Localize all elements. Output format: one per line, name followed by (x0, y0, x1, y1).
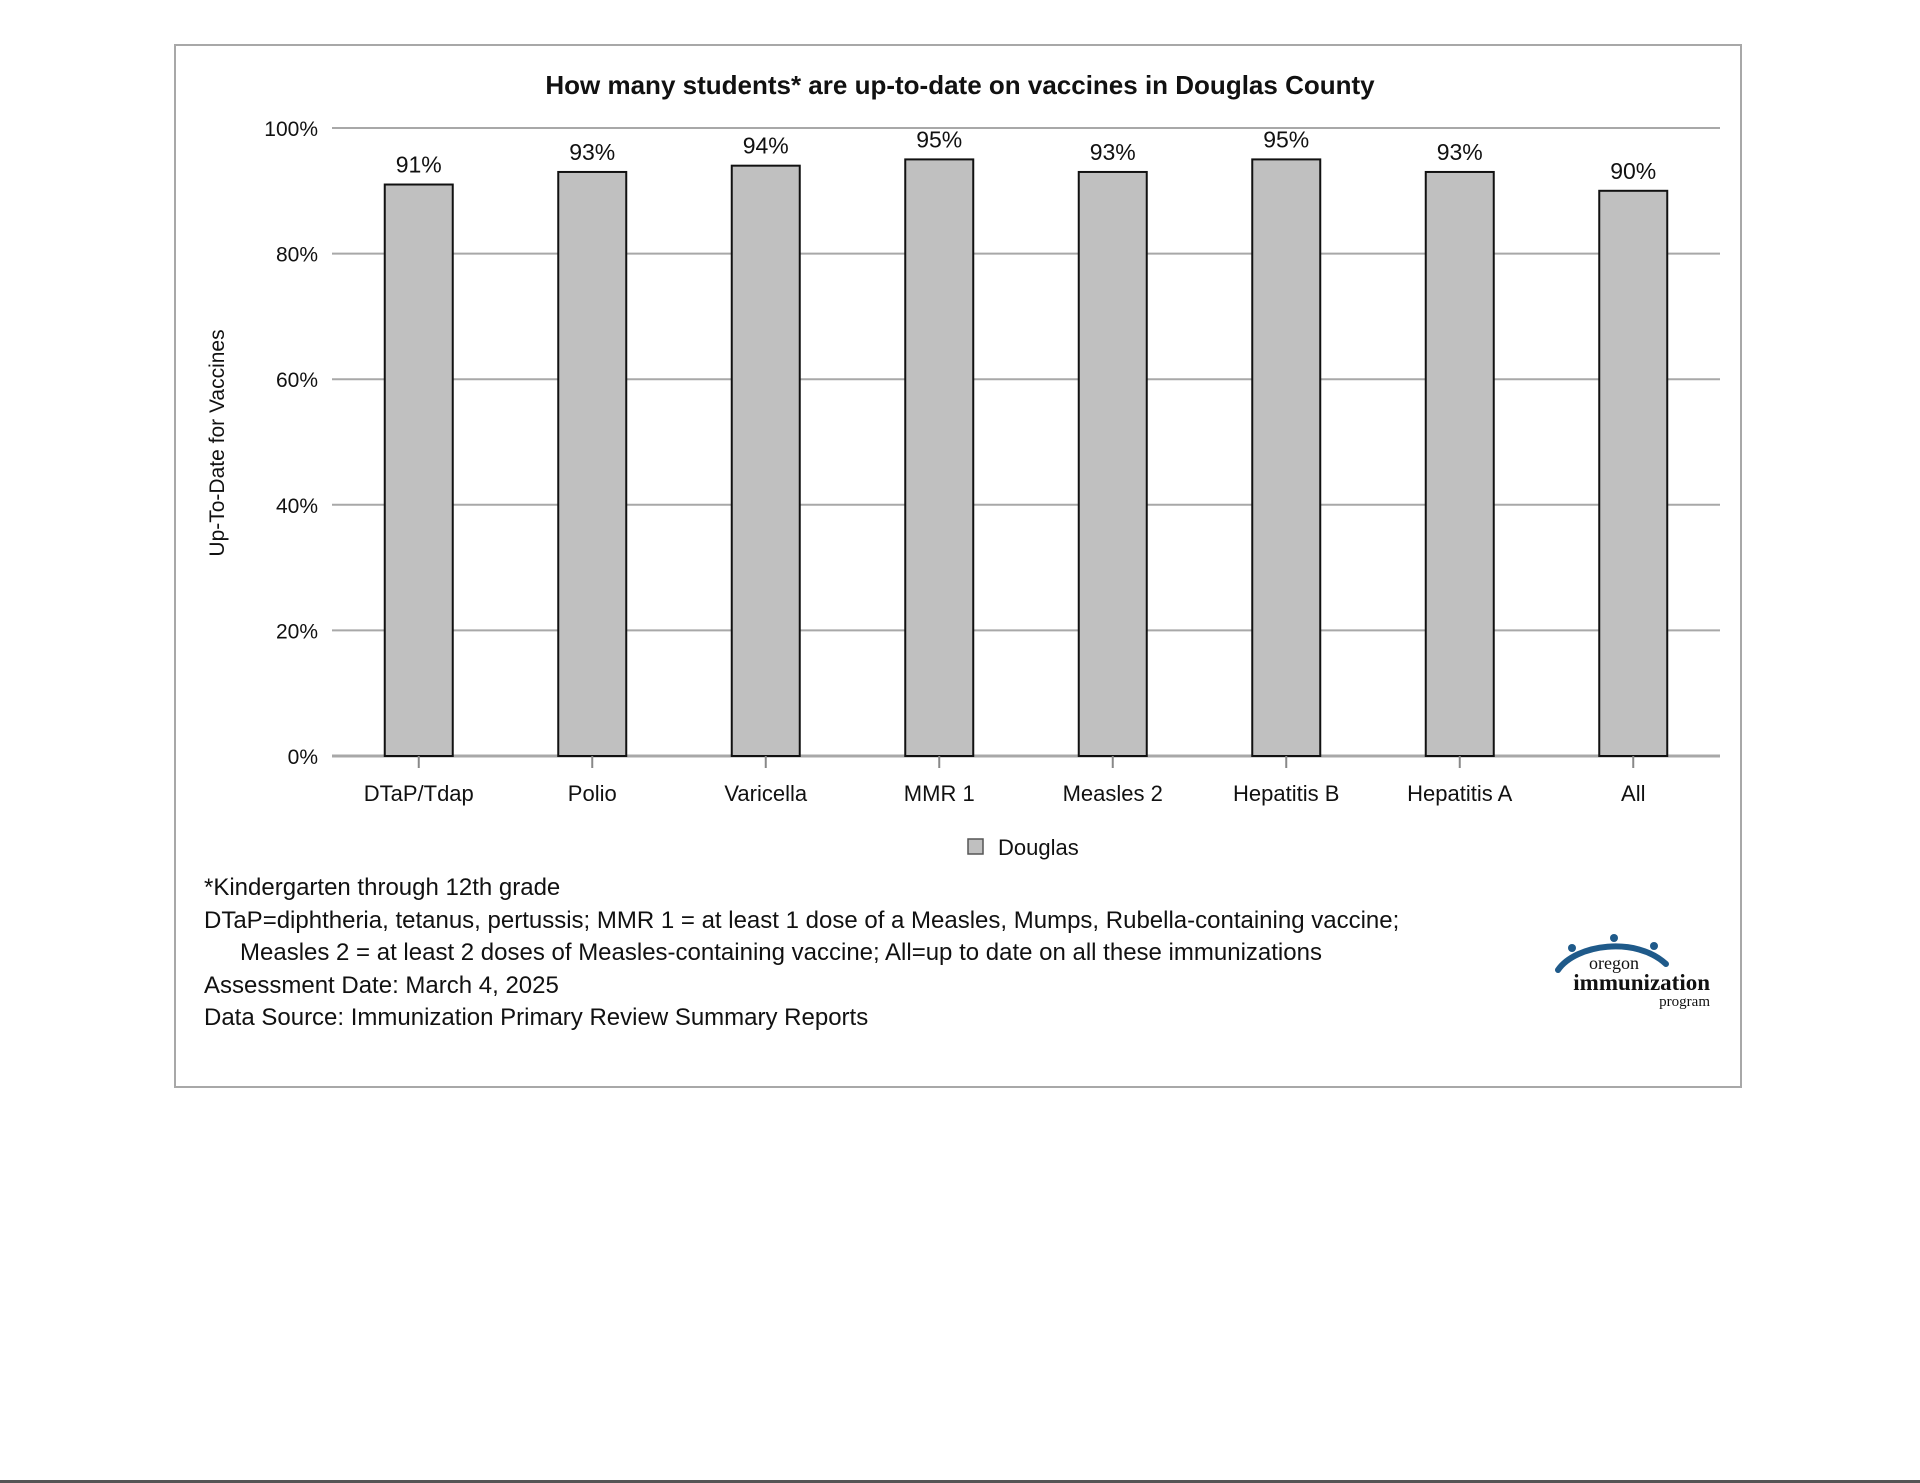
footnotes (204, 872, 1504, 1035)
bar-polio (558, 172, 626, 756)
x-tick-label: Measles 2 (1062, 781, 1163, 806)
bar-value-label: 90% (1610, 157, 1657, 184)
x-tick-label: Varicella (724, 781, 808, 806)
logo-figure-icon (1650, 942, 1658, 950)
bar-value-label: 91% (395, 151, 442, 178)
y-tick-label: 80% (275, 243, 318, 267)
legend-label-douglas: Douglas (998, 835, 1079, 860)
bar-value-label: 93% (1436, 138, 1483, 165)
footnote-abbreviations: DTaP=diphtheria, tetanus, pertussis; MMR 1 = at least 1 dose of a Measles, Mumps, Rubella-containing vaccine; (204, 906, 1400, 934)
bars (385, 126, 1668, 756)
y-axis-ticks (264, 118, 318, 769)
x-tick-label: All (1621, 781, 1646, 806)
logo-text-oregon: oregon (1589, 953, 1639, 973)
y-tick-label: 40% (275, 494, 318, 518)
x-tick-label: Hepatitis A (1407, 781, 1513, 806)
footnote-grade-range: *Kindergarten through 12th grade (204, 874, 561, 901)
y-tick-label: 60% (275, 369, 318, 393)
bar-all (1599, 191, 1667, 756)
gridlines (332, 128, 1720, 756)
bar-hepatitis-a (1426, 172, 1494, 756)
y-tick-label: 0% (287, 746, 318, 769)
bar-hepatitis-b (1252, 159, 1320, 756)
footnote-assessment-date: Assessment Date: March 4, 2025 (204, 971, 559, 999)
logo-text-immunization: immunization (1573, 970, 1710, 995)
chart-title: How many students* are up-to-date on vaccines in Douglas County (545, 70, 1375, 100)
bar-mmr-1 (905, 159, 973, 756)
y-tick-label: 100% (264, 118, 318, 141)
y-tick-label: 20% (275, 620, 318, 644)
bar-value-label: 95% (916, 126, 963, 153)
bar-measles-2 (1079, 172, 1147, 756)
x-tick-label: MMR 1 (903, 781, 975, 806)
legend-swatch-douglas (968, 839, 983, 854)
logo-figure-icon (1568, 944, 1576, 952)
logo-figure-icon (1610, 934, 1618, 942)
bar-value-label: 95% (1263, 126, 1310, 153)
footnote-abbreviations-continued: Measles 2 = at least 2 doses of Measles-containing vaccine; All=up to date on all these immunizations (240, 939, 1322, 966)
bar-value-label: 93% (1089, 138, 1136, 165)
legend (968, 835, 1079, 860)
bar-value-label: 93% (569, 138, 616, 165)
bar-dtap-tdap (385, 185, 453, 756)
logo-text-program: program (1659, 994, 1710, 1010)
oregon-immunization-program-logo (1536, 930, 1716, 1014)
x-axis-ticks (364, 756, 1646, 806)
footnote-data-source: Data Source: Immunization Primary Review Summary Reports (204, 1004, 869, 1031)
x-tick-label: Polio (567, 781, 617, 806)
x-tick-label: Hepatitis B (1233, 781, 1340, 806)
bar-value-label: 94% (742, 132, 789, 159)
x-tick-label: DTaP/Tdap (363, 781, 474, 806)
bar-varicella (732, 166, 800, 756)
y-axis-label: Up-To-Date for Vaccines (206, 329, 229, 557)
